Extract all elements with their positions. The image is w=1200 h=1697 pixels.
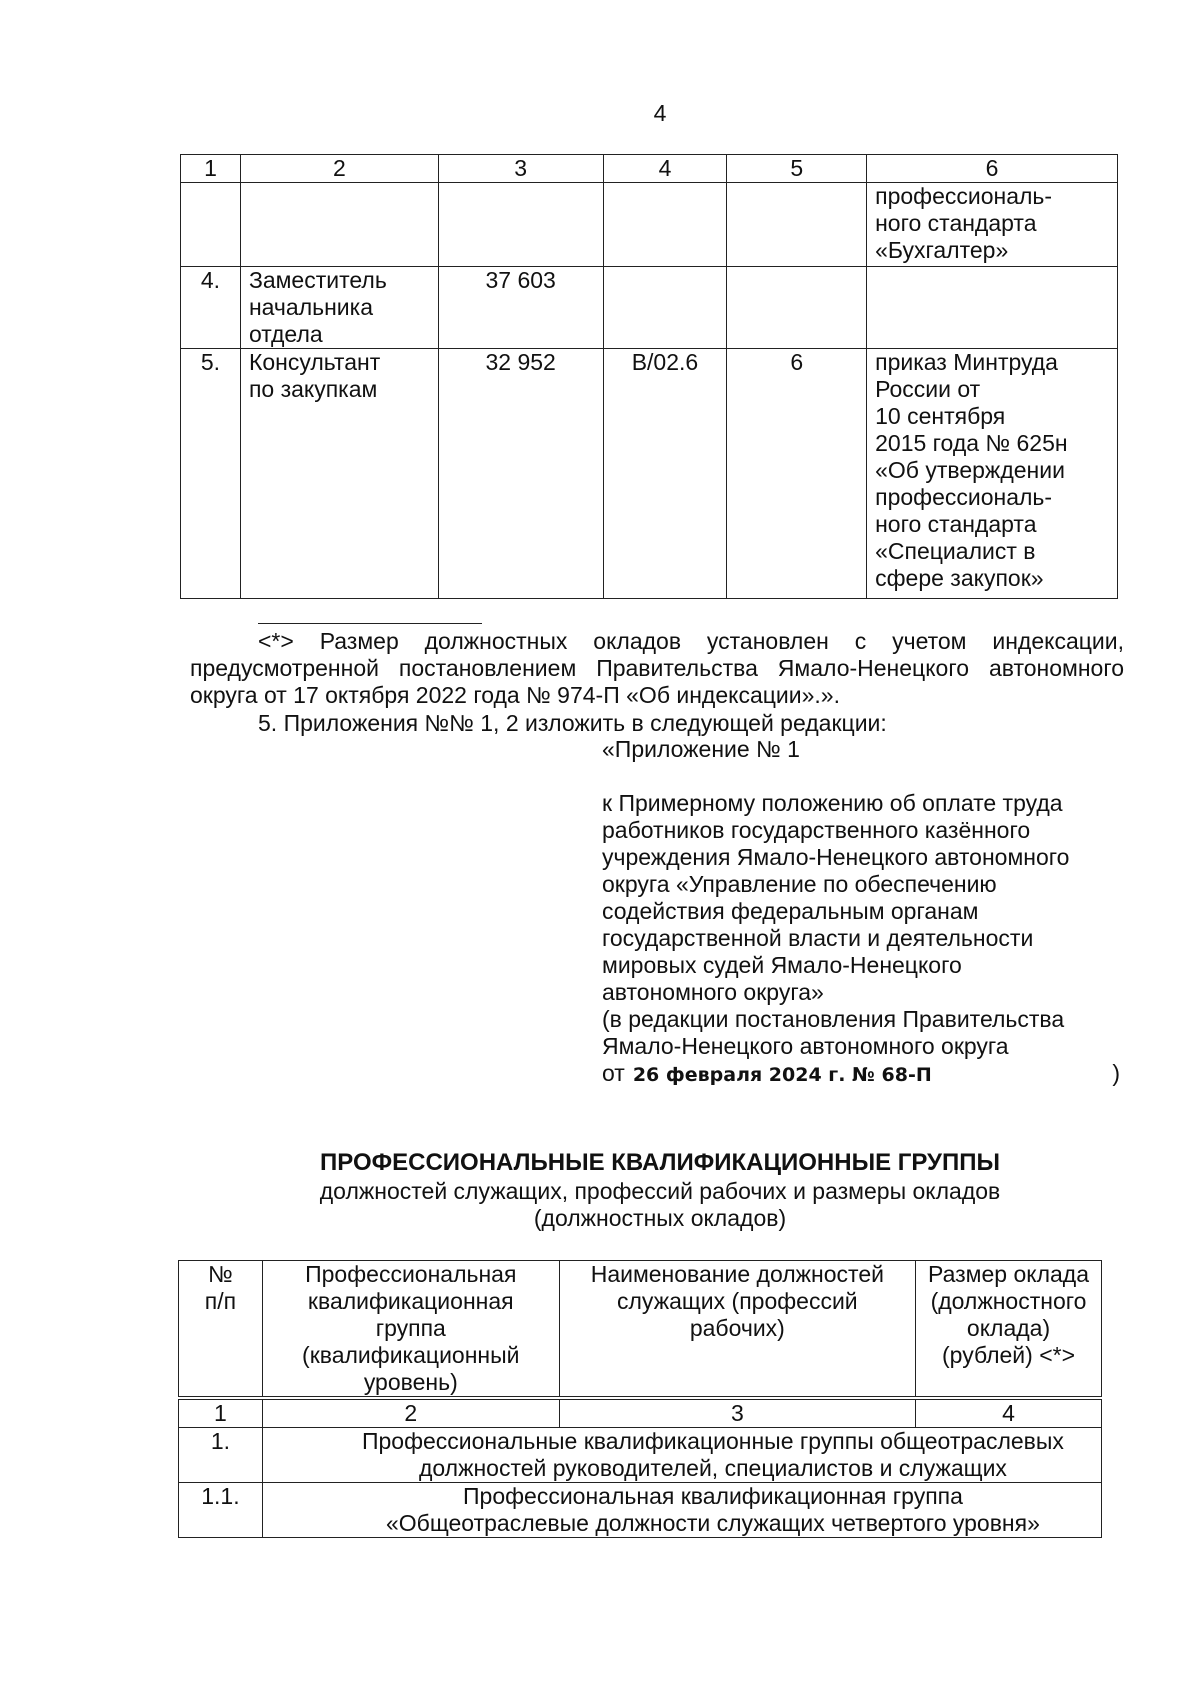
appendix-body: к Примерному положению об оплате труда работников государственного казённого учреждения Ямало-Ненецкого автономного округа «Управление по обеспечению содействия федеральным органам государственной власти и деятельности мировых судей Ямало-Ненецкого автономного округа» (в редакции постановления Правительства Ямало-Ненецкого автономного округа	[602, 790, 1070, 1059]
row-number: 1.1.	[179, 1483, 263, 1538]
salary: 37 603	[438, 267, 603, 349]
column-number: 3	[559, 1398, 915, 1428]
position-name: Консультант по закупкам	[240, 349, 438, 599]
header-cell: 4	[603, 155, 727, 183]
header-cell: 2	[240, 155, 438, 183]
appendix-header	[602, 736, 1122, 1089]
header-cell: 6	[867, 155, 1118, 183]
header-cell: Наименование должностей служащих (профессий рабочих)	[559, 1261, 915, 1399]
decree-date: 26 февраля 2024 г. № 68-П	[632, 1064, 932, 1086]
row-number: 1.	[179, 1428, 263, 1483]
positions-table	[180, 154, 1118, 599]
header-cell: Профессиональная квалификационная группа (квалификационный уровень)	[262, 1261, 559, 1399]
table-row	[179, 1483, 1102, 1538]
header-cell: 5	[727, 155, 867, 183]
footnote: <*> Размер должностных окладов установлен с учетом индексации, предусмотренной постановлением Правительства Ямало-Ненецкого автономного округа от 17 октября 2022 года № 974-П «Об индексации».».	[190, 628, 1124, 708]
page-number: 4	[653, 100, 667, 126]
column-number: 2	[262, 1398, 559, 1428]
closing-paren: )	[1112, 1060, 1120, 1086]
position-name	[240, 183, 438, 267]
section-title: ПРОФЕССИОНАЛЬНЫЕ КВАЛИФИКАЦИОННЫЕ ГРУППЫ	[320, 1149, 1000, 1176]
column-number: 1	[179, 1398, 263, 1428]
header-cell: 1	[181, 155, 241, 183]
qualification-level	[727, 267, 867, 349]
standard-reference: профессиональ- ного стандарта «Бухгалтер»	[867, 183, 1118, 267]
function-code	[603, 267, 727, 349]
qualification-level	[727, 183, 867, 267]
item-5: 5. Приложения №№ 1, 2 изложить в следующей редакции:	[258, 710, 887, 736]
row-number: 4.	[181, 267, 241, 349]
table-row	[179, 1428, 1102, 1483]
header-cell: 3	[438, 155, 603, 183]
date-prefix: от	[602, 1060, 625, 1086]
table-header-row	[181, 155, 1118, 183]
header-cell: № п/п	[179, 1261, 263, 1399]
function-code: В/02.6	[603, 349, 727, 599]
table-row	[181, 349, 1118, 599]
row-number	[181, 183, 241, 267]
section-subtitle: должностей служащих, профессий рабочих и размеры окладов (должностных окладов)	[319, 1178, 1001, 1231]
table-row	[181, 267, 1118, 349]
qualification-groups-table	[178, 1260, 1102, 1538]
column-number-row	[179, 1398, 1102, 1428]
header-cell: Размер оклада (должностного оклада) (рублей) <*>	[916, 1261, 1102, 1399]
qualification-level: 6	[727, 349, 867, 599]
position-name: Заместитель начальника отдела	[240, 267, 438, 349]
salary	[438, 183, 603, 267]
footnote-separator	[258, 623, 482, 624]
function-code	[603, 183, 727, 267]
appendix-title: «Приложение № 1	[602, 736, 800, 762]
salary: 32 952	[438, 349, 603, 599]
table-row	[181, 183, 1118, 267]
table-header-row	[179, 1261, 1102, 1399]
standard-reference	[867, 267, 1118, 349]
group-title: Профессиональные квалификационные группы общеотраслевых должностей руководителей, специалистов и служащих	[262, 1428, 1101, 1483]
standard-reference: приказ Минтруда России от 10 сентября 2015 года № 625н «Об утверждении профессиональ- ного стандарта «Специалист в сфере закупок»	[867, 349, 1118, 599]
appendix-date-line	[602, 1060, 1122, 1089]
row-number: 5.	[181, 349, 241, 599]
column-number: 4	[916, 1398, 1102, 1428]
group-title: Профессиональная квалификационная группа «Общеотраслевые должности служащих четвертого уровня»	[262, 1483, 1101, 1538]
